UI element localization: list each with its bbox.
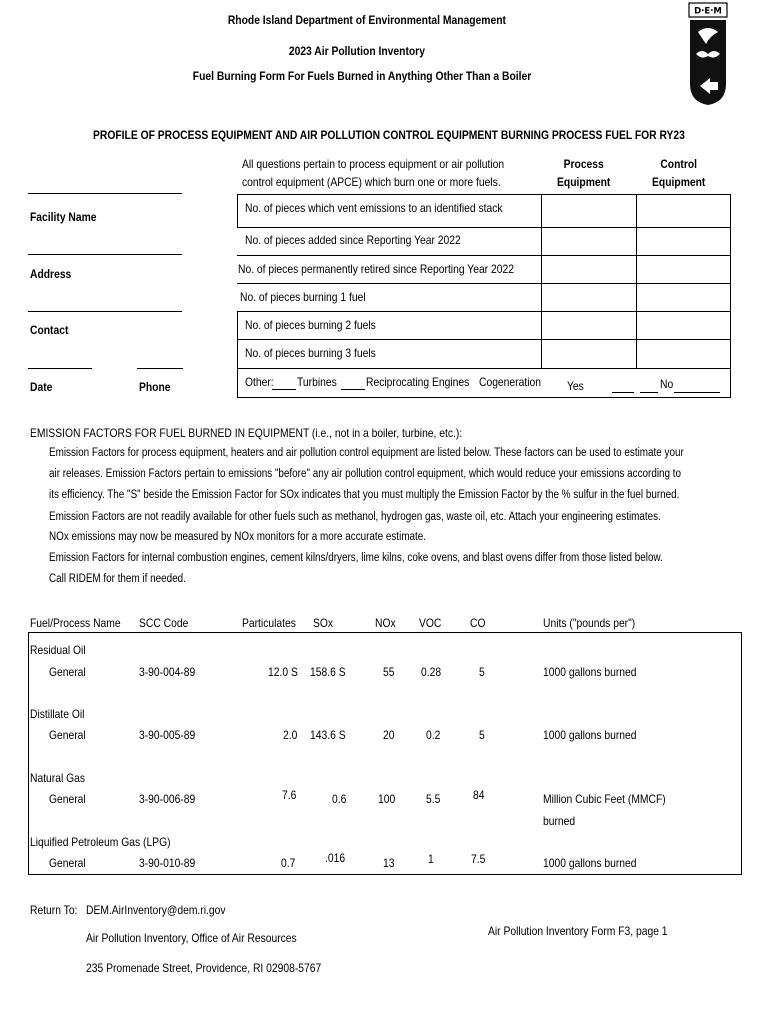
address-field[interactable] xyxy=(28,254,182,255)
fuel-subtype: General xyxy=(49,728,86,742)
col-header-co: CO xyxy=(470,616,486,630)
return-email[interactable]: DEM.AirInventory@dem.ri.gov xyxy=(86,903,226,917)
emission-paragraph-line: NOx emissions may now be measured by NOx monitors for a more accurate estimate. xyxy=(49,531,427,543)
return-to-label: Return To: xyxy=(30,903,78,917)
header-inventory-title: 2023 Air Pollution Inventory xyxy=(288,44,425,58)
contact-field[interactable] xyxy=(28,311,182,312)
emission-paragraph-line: air releases. Emission Factors pertain to emissions "before" any air pollution control equipment, which would reduce your emissions according to xyxy=(49,468,682,480)
particulates-value: 12.0 S xyxy=(268,665,298,679)
particulates-value: 7.6 xyxy=(282,788,297,802)
units-value: Million Cubic Feet (MMCF) xyxy=(543,792,666,806)
scc-code: 3-90-006-89 xyxy=(139,792,196,806)
particulates-value: 0.7 xyxy=(281,856,296,870)
phone-label: Phone xyxy=(139,380,171,394)
co-value: 84 xyxy=(473,788,485,802)
profile-row-retired: No. of pieces permanently retired since Reporting Year 2022 xyxy=(238,262,514,276)
units-value: 1000 gallons burned xyxy=(543,728,637,742)
turbines-label: Turbines xyxy=(297,375,337,389)
emission-paragraph-line: Emission Factors are not readily available for other fuels such as methanol, hydrogen gas, waste oil, etc. Attach your engineering estimates. xyxy=(49,511,661,523)
col-header-voc: VOC xyxy=(419,616,442,630)
no-blank-left[interactable] xyxy=(640,392,658,393)
emission-heading: EMISSION FACTORS FOR FUEL BURNED IN EQUIPMENT (i.e., not in a boiler, turbine, etc.): xyxy=(30,426,463,440)
date-label: Date xyxy=(30,380,53,394)
fuel-subtype: General xyxy=(49,665,86,679)
control-3fuels-input[interactable] xyxy=(637,340,730,367)
return-office: Air Pollution Inventory, Office of Air Resources xyxy=(86,931,297,945)
control-added-input[interactable] xyxy=(637,228,730,254)
sox-value: 143.6 S xyxy=(310,728,346,742)
col-header-units: Units ("pounds per") xyxy=(543,616,636,630)
fuel-name: Liquified Petroleum Gas (LPG) xyxy=(30,835,171,849)
voc-value: 5.5 xyxy=(426,792,441,806)
particulates-value: 2.0 xyxy=(283,728,298,742)
process-1fuel-input[interactable] xyxy=(542,284,635,310)
fuel-name: Natural Gas xyxy=(30,771,86,785)
process-2fuels-input[interactable] xyxy=(542,312,635,338)
units-value: 1000 gallons burned xyxy=(543,856,637,870)
nox-value: 100 xyxy=(378,792,396,806)
profile-title: PROFILE OF PROCESS EQUIPMENT AND AIR POLLUTION CONTROL EQUIPMENT BURNING PROCESS FUEL FOR RY23 xyxy=(93,128,685,142)
address-label: Address xyxy=(30,267,72,281)
control-2fuels-input[interactable] xyxy=(637,312,730,338)
co-value: 5 xyxy=(479,665,485,679)
fuel-subtype: General xyxy=(49,856,86,870)
col-header-sox: SOx xyxy=(313,616,334,630)
scc-code: 3-90-004-89 xyxy=(139,665,196,679)
yes-label: Yes xyxy=(567,379,584,393)
col-header-particulates: Particulates xyxy=(242,616,296,630)
profile-row-added: No. of pieces added since Reporting Year 2022 xyxy=(245,233,461,247)
fuel-name: Distillate Oil xyxy=(30,707,85,721)
return-address: 235 Promenade Street, Providence, RI 02908-5767 xyxy=(86,961,322,975)
col-header-nox: NOx xyxy=(375,616,396,630)
scc-code: 3-90-005-89 xyxy=(139,728,196,742)
facility-name-label: Facility Name xyxy=(30,210,97,224)
date-field[interactable] xyxy=(28,368,92,369)
no-label: No xyxy=(660,377,674,391)
profile-row-3fuels: No. of pieces burning 3 fuels xyxy=(245,346,376,360)
process-added-input[interactable] xyxy=(542,228,635,254)
profile-row-1fuel: No. of pieces burning 1 fuel xyxy=(240,290,366,304)
page-label: Air Pollution Inventory Form F3, page 1 xyxy=(488,924,668,938)
phone-field[interactable] xyxy=(137,368,183,369)
co-value: 5 xyxy=(479,728,485,742)
col-header-fuel: Fuel/Process Name xyxy=(30,616,121,630)
sox-value: 158.6 S xyxy=(310,665,346,679)
contact-label: Contact xyxy=(30,323,69,337)
cogeneration-label: Cogeneration xyxy=(479,375,541,389)
profile-intro-line1: All questions pertain to process equipment or air pollution xyxy=(242,157,505,171)
facility-name-field[interactable] xyxy=(28,193,182,194)
recip-engines-label: Reciprocating Engines xyxy=(366,375,470,389)
fuel-subtype: General xyxy=(49,792,86,806)
no-blank-right[interactable] xyxy=(674,392,720,393)
recip-blank[interactable] xyxy=(341,389,365,390)
dem-logo xyxy=(688,2,728,106)
process-retired-input[interactable] xyxy=(542,256,635,282)
control-retired-input[interactable] xyxy=(637,256,730,282)
process-3fuels-input[interactable] xyxy=(542,340,635,367)
control-equipment-header: Control xyxy=(660,157,698,171)
col-header-scc: SCC Code xyxy=(139,616,189,630)
voc-value: 0.28 xyxy=(421,665,442,679)
emission-paragraph-line: its efficiency. The "S" beside the Emission Factor for SOx indicates that you must multiply the Emission Factor by the % sulfur in the fuel burned. xyxy=(49,489,680,501)
units-value-line2: burned xyxy=(543,814,576,828)
emission-paragraph-line: Emission Factors for process equipment, heaters and air pollution control equipment are listed below. These factors can be used to estimate your xyxy=(49,447,684,459)
profile-row-stack: No. of pieces which vent emissions to an identified stack xyxy=(245,201,503,215)
control-stack-input[interactable] xyxy=(637,195,730,226)
process-equipment-header-2: Equipment xyxy=(557,175,611,189)
voc-value: 1 xyxy=(428,852,434,866)
turbines-blank[interactable] xyxy=(272,389,296,390)
emission-paragraph-line: Call RIDEM for them if needed. xyxy=(49,573,186,585)
header-form-title: Fuel Burning Form For Fuels Burned in Anything Other Than a Boiler xyxy=(192,69,532,83)
yes-blank[interactable] xyxy=(612,392,634,393)
header-agency: Rhode Island Department of Environmental Management xyxy=(227,13,506,27)
process-stack-input[interactable] xyxy=(542,195,635,226)
profile-row-2fuels: No. of pieces burning 2 fuels xyxy=(245,318,376,332)
fuel-name: Residual Oil xyxy=(30,643,86,657)
sox-value: .016 xyxy=(325,851,346,865)
other-label: Other: xyxy=(245,375,274,389)
units-value: 1000 gallons burned xyxy=(543,665,637,679)
nox-value: 13 xyxy=(383,856,395,870)
logo-text: D·E·M xyxy=(694,6,722,17)
co-value: 7.5 xyxy=(471,852,486,866)
scc-code: 3-90-010-89 xyxy=(139,856,196,870)
voc-value: 0.2 xyxy=(426,728,441,742)
nox-value: 20 xyxy=(383,728,395,742)
control-equipment-header-2: Equipment xyxy=(652,175,706,189)
process-equipment-header: Process xyxy=(563,157,604,171)
nox-value: 55 xyxy=(383,665,395,679)
control-1fuel-input[interactable] xyxy=(637,284,730,310)
sox-value: 0.6 xyxy=(332,792,347,806)
profile-intro-line2: control equipment (APCE) which burn one or more fuels. xyxy=(242,175,501,189)
emission-paragraph-line: Emission Factors for internal combustion engines, cement kilns/dryers, lime kilns, coke ovens, and blast ovens differ from those listed below. xyxy=(49,552,663,564)
